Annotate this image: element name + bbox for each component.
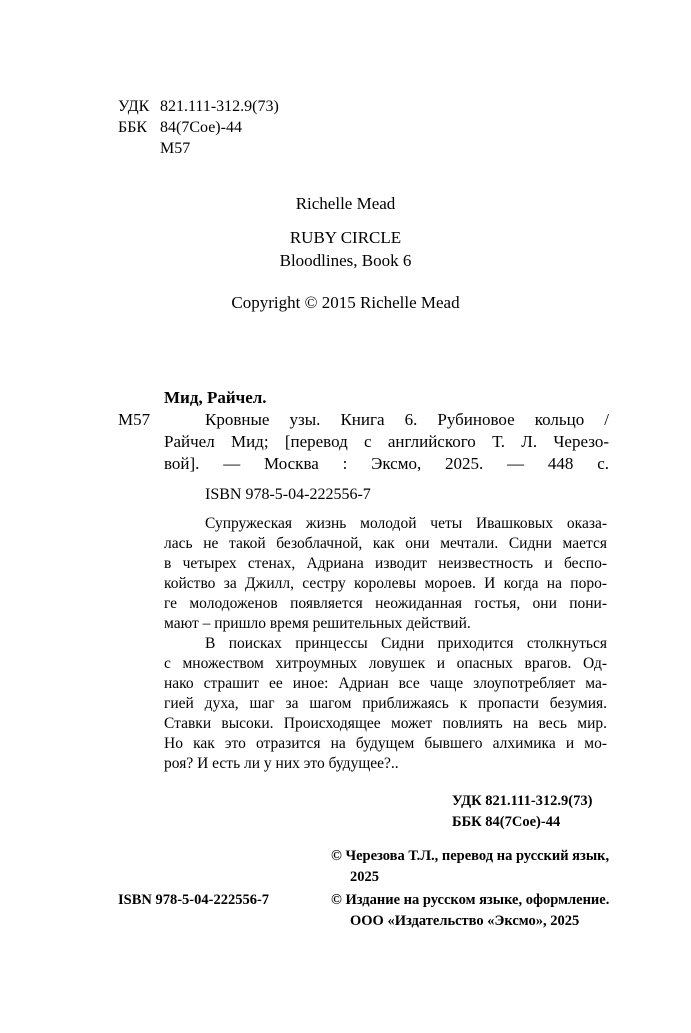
udk-key: УДК: [118, 98, 150, 115]
udk-value: 821.111-312.9(73): [160, 98, 279, 115]
bbk-key: ББК: [118, 119, 148, 136]
annotation-line: ге молодоженов появляется неожиданная гостья, они пони-: [164, 595, 607, 612]
annotation-line: Супружеская жизнь молодой четы Ивашковых оказа-: [205, 515, 607, 532]
annotation-line: роя? И есть ли у них это будущее?..: [164, 755, 399, 772]
original-author: Richelle Mead: [295, 194, 396, 213]
translation-copyright: © Черезова Т.Л., перевод на русский язык,: [331, 848, 610, 864]
biblio-line: Кровные узы. Книга 6. Рубиновое кольцо /: [205, 410, 609, 429]
annotation-line: гией духа, шаг за шагом приближаясь к пропасти безумия.: [164, 695, 607, 712]
annotation-line: с множеством хитроумных ловушек и опасных врагов. Од-: [164, 655, 607, 672]
annotation-line: мают – пришло время решительных действий.: [164, 615, 471, 632]
series-title: Bloodlines, Book 6: [279, 251, 412, 270]
author-mark: М57: [160, 140, 191, 157]
biblio-heading: Мид, Райчел.: [164, 388, 267, 407]
udk-classification: [118, 96, 279, 117]
annotation-line: нако страшит ее иное: Адриан все чаще злоупотребляет ма-: [164, 675, 607, 692]
annotation-line: Ставки высоки. Происходящее может повлиять на весь мир.: [164, 715, 607, 732]
bbk-value: 84(7Сое)-44: [160, 119, 242, 136]
biblio-line: Райчел Мид; [перевод с английского Т. Л. Черезо-: [164, 432, 609, 451]
biblio-line: вой]. — Москва : Эксмо, 2025. — 448 с.: [164, 454, 609, 473]
annotation-line: В поисках принцессы Сидни приходится столкнуться: [205, 635, 607, 652]
biblio-mark: М57: [118, 410, 151, 429]
annotation-line: Но как это отразится на будущем бывшего алхимика и мо-: [164, 735, 607, 752]
bbk-classification: [118, 117, 242, 138]
publisher-copyright: ООО «Издательство «Эксмо», 2025: [350, 913, 580, 929]
bbk-code: ББК 84(7Сое)-44: [452, 814, 561, 830]
annotation-line: койство за Джилл, сестру королевы мороев. И когда на поро-: [164, 575, 607, 592]
annotation-line: лась не такой безоблачной, как они мечтали. Сидни мается: [164, 535, 607, 552]
edition-copyright: © Издание на русском языке, оформление.: [331, 892, 610, 908]
copyright-line: Copyright © 2015 Richelle Mead: [231, 293, 460, 312]
biblio-isbn: ISBN 978-5-04-222556-7: [205, 486, 371, 503]
annotation-line: в четырех стенах, Адриана изводит неизвестность и беспо-: [164, 555, 607, 572]
translation-copyright-year: 2025: [350, 869, 379, 885]
original-title: RUBY CIRCLE: [289, 228, 402, 247]
udk-code: УДК 821.111-312.9(73): [452, 793, 593, 809]
footer-isbn: ISBN 978-5-04-222556-7: [118, 892, 270, 908]
